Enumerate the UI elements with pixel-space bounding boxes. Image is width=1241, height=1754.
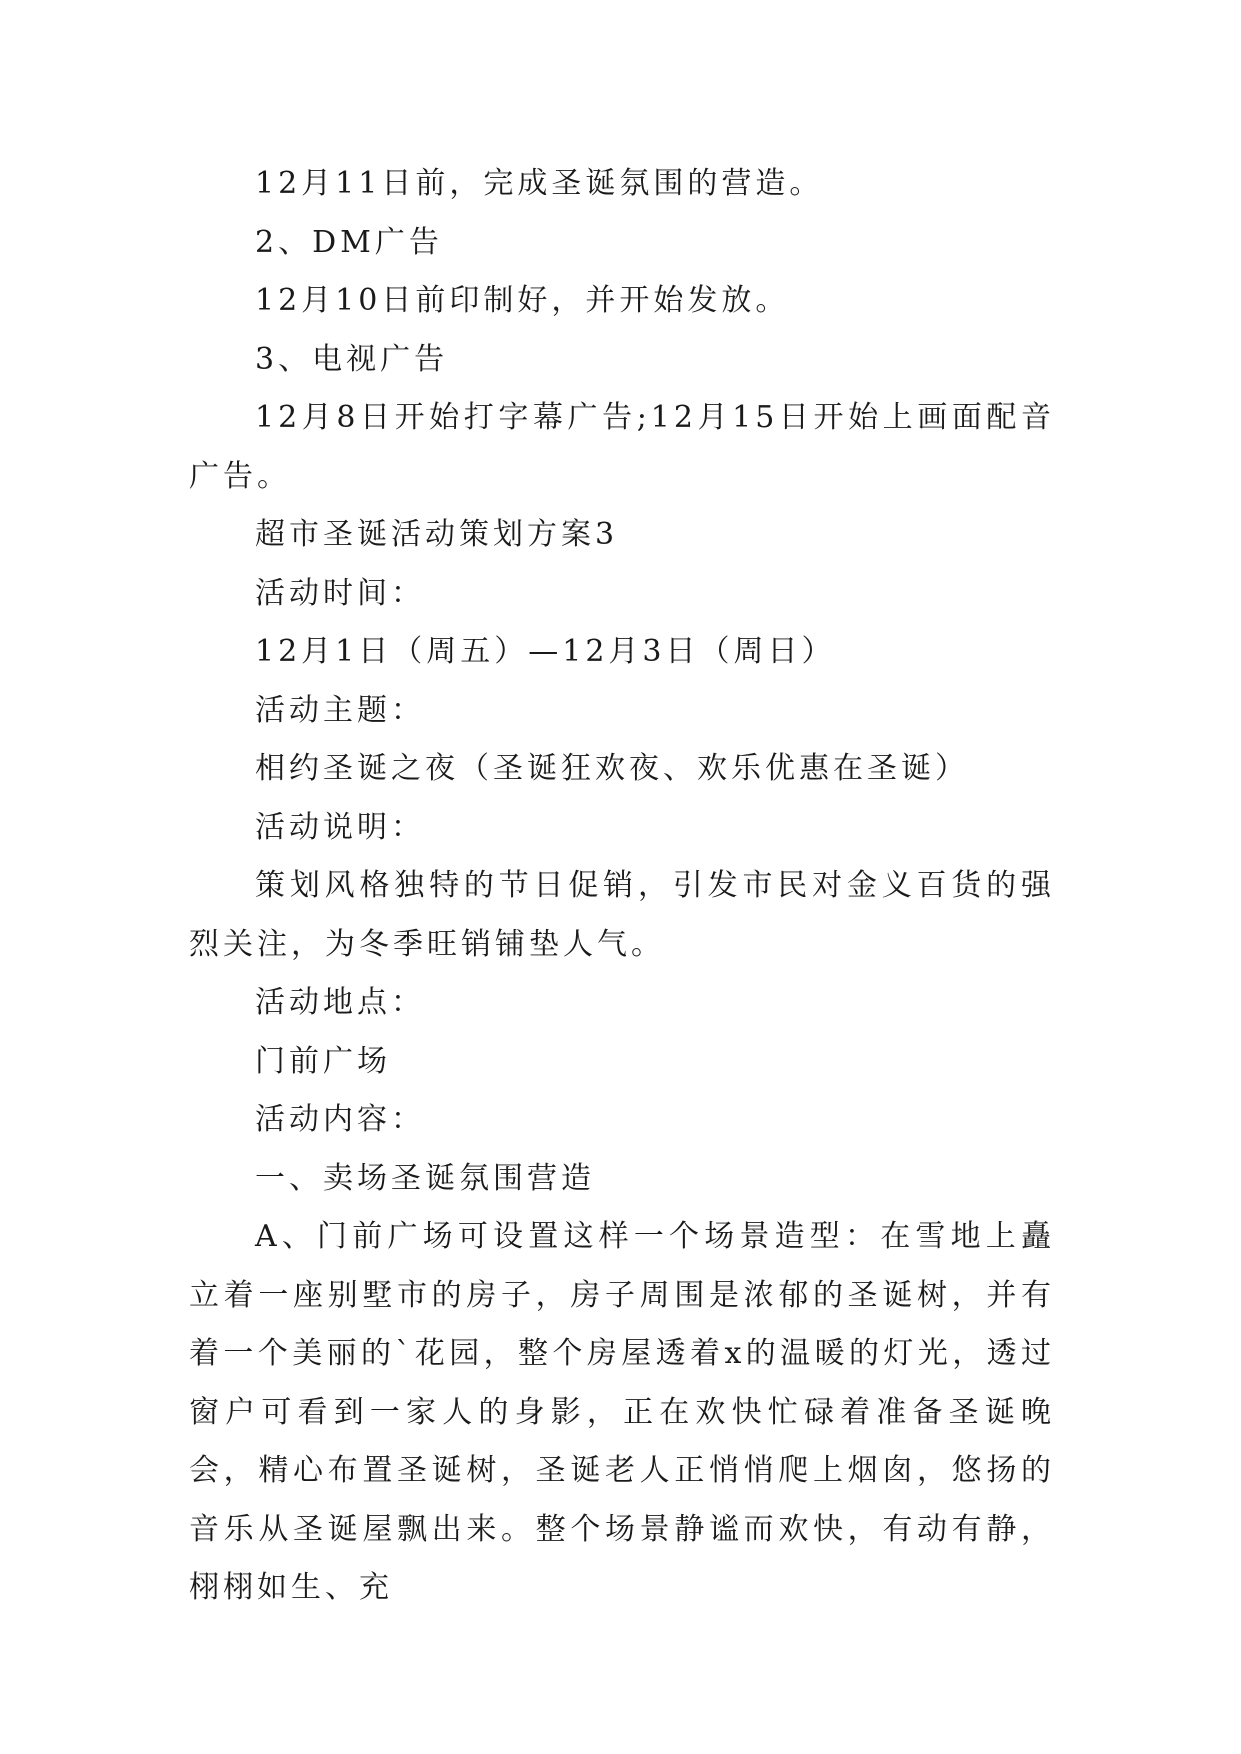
paragraph-tv-ad-schedule: 12月8日开始打字幕广告;12月15日开始上画面配音广告。 [189,400,1055,494]
label-event-location: 活动地点： [255,985,425,1020]
paragraph-plaza-scene: A、门前广场可设置这样一个场景造型：在雪地上矗立着一座别墅市的房子，房子周围是浓郁的圣诞树，并有着一个美丽的`花园，整个房屋透着x的温暖的灯光，透过窗户可看到一家人的身影，正在欢快忙碌着准备圣诞晚会，精心布置圣诞树，圣诞老人正悄悄爬上烟囱，悠扬的音乐从圣诞屋飘出来。整个场景静谧而欢快，有动有静，栩栩如生、充 [189,1219,1055,1605]
section-title-plan-3: 超市圣诞活动策划方案3 [255,517,619,552]
paragraph-decoration-deadline: 12月11日前，完成圣诞氛围的营造。 [255,166,824,201]
label-event-time: 活动时间： [255,575,425,611]
value-event-theme: 相约圣诞之夜（圣诞狂欢夜、欢乐优惠在圣诞） [255,751,969,786]
label-event-description: 活动说明： [255,809,425,845]
label-event-theme: 活动主题： [255,692,425,728]
value-event-time: 12月1日（周五）—12月3日（周日） [255,634,836,669]
paragraph-dm-ad-heading: 2、DM广告 [255,224,443,260]
value-event-location: 门前广场 [255,1043,391,1079]
document-body [189,155,1055,1618]
value-event-description: 策划风格独特的节日促销，引发市民对金义百货的强烈关注，为冬季旺销铺垫人气。 [189,868,1055,962]
paragraph-dm-ad-schedule: 12月10日前印制好，并开始发放。 [255,283,790,318]
paragraph-tv-ad-heading: 3、电视广告 [255,341,449,377]
label-event-content: 活动内容： [255,1102,425,1137]
heading-store-atmosphere: 一、卖场圣诞氛围营造 [255,1160,595,1196]
